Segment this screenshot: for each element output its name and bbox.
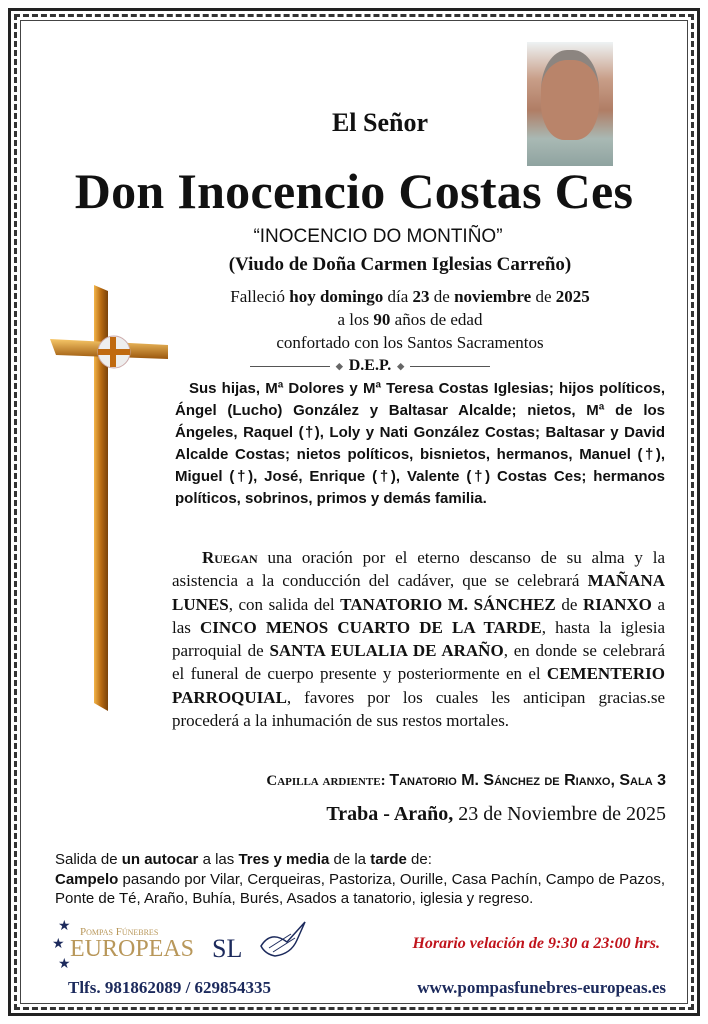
- star-icon: ★: [52, 937, 65, 952]
- divider-line: [410, 366, 490, 367]
- text-segment: , hasta la iglesia parroquial de: [172, 617, 665, 661]
- bold-text-segment: TANATORIO M. SÁNCHEZ: [340, 594, 556, 614]
- chapel-info: [150, 772, 666, 790]
- bold-text-segment: CINCO MENOS CUARTO DE LA TARDE: [200, 617, 542, 637]
- bold-text-segment: noviembre: [454, 287, 532, 306]
- text-segment: de:: [406, 851, 432, 868]
- text-segment: día: [383, 287, 413, 306]
- death-line-3: [150, 333, 670, 353]
- bold-text-segment: Ruegan: [202, 548, 258, 567]
- bold-text-segment: hoy domingo: [289, 287, 384, 306]
- title-prefix: El Señor: [331, 108, 429, 137]
- star-icon: ★: [58, 957, 71, 972]
- logo-top-text: Pompas Fúnebres: [80, 926, 159, 938]
- bold-text-segment: 23: [412, 287, 430, 306]
- text-segment: confortado con los Santos Sacramentos: [276, 333, 544, 352]
- diamond-icon: ◆: [397, 360, 405, 371]
- text-segment: de la: [329, 851, 371, 868]
- website-link[interactable]: www.pompasfunebres-europeas.es: [417, 978, 666, 997]
- widower-note: (Viudo de Doña Carmen Iglesias Carreño): [228, 254, 572, 275]
- funeral-home-logo: [52, 918, 312, 978]
- place-date: [150, 803, 666, 826]
- bold-text-segment: tarde: [370, 851, 407, 868]
- text-segment: a los: [337, 310, 374, 329]
- viewing-hours: Horario velación de 9:30 a 23:00 hrs.: [412, 935, 660, 952]
- death-line-1: [150, 287, 670, 307]
- bold-text-segment: Tres y media: [238, 851, 330, 868]
- diamond-icon: ◆: [335, 360, 343, 371]
- logo-sl-text: SL: [212, 934, 243, 963]
- bold-text-segment: SANTA EULALIA DE ARAÑO: [269, 641, 504, 661]
- text-segment: , con salida del: [228, 594, 341, 614]
- text-segment: Salida de: [55, 851, 122, 868]
- text-segment: de: [429, 287, 455, 306]
- chapel-label: Capilla ardiente:: [266, 773, 386, 789]
- star-icon: ★: [58, 919, 71, 934]
- deceased-photo: [527, 42, 613, 166]
- text-segment: a las: [198, 851, 239, 868]
- chapel-value: Tanatorio M. Sánchez de Rianxo, Sala 3: [389, 772, 666, 789]
- bold-text-segment: 90: [373, 310, 391, 329]
- divider-line: [250, 366, 330, 367]
- bold-text-segment: MAÑANA LUNES: [172, 571, 665, 614]
- text-segment: a las: [172, 594, 666, 637]
- phone-numbers: Tlfs. 981862089 / 629854335: [68, 978, 272, 997]
- nickname: “INOCENCIO DO MONTIÑO”: [253, 226, 503, 247]
- text-segment: una oración por el eterno descanso de su alma y la asistencia a la conducción del cadáver, que se celebrará: [172, 548, 665, 591]
- bold-text-segment: 2025: [555, 287, 590, 306]
- text-segment: de: [531, 287, 556, 306]
- ceremony-paragraph: [172, 546, 665, 732]
- text-segment: pasando por Vilar, Cerqueiras, Pastoriza, Ourille, Casa Pachín, Campo de Pazos, Ponte de Té, Araño, Buhía, Burés, Asados a tanatorio, iglesia y regreso.: [55, 870, 666, 907]
- bold-text-segment: Campelo: [55, 870, 119, 888]
- text-segment: , en donde se celebrará el funeral de cuerpo presente y posteriormente en el: [172, 641, 666, 684]
- logo-main-text: EUROPEAS: [70, 936, 195, 962]
- place: Traba - Araño,: [326, 803, 454, 825]
- bus-info: [55, 850, 685, 909]
- death-line-2: [150, 310, 670, 330]
- deceased-name: Don Inocencio Costas Ces: [74, 163, 634, 219]
- bold-text-segment: CEMENTERIO PARROQUIAL: [172, 664, 665, 707]
- date: 23 de Noviembre de 2025: [453, 803, 666, 825]
- dep-heading: [250, 357, 490, 375]
- text-segment: , favores por los cuales les anticipan gracias.se procederá a la inhumación de sus restos mortales.: [172, 687, 665, 731]
- text-segment: de: [555, 594, 583, 614]
- dep-text: D.E.P.: [348, 357, 392, 374]
- dove-icon: [257, 920, 309, 960]
- family-list: Sus hijas, Mª Dolores y Mª Teresa Costas Iglesias; hijos políticos, Ángel (Lucho) González y Baltasar Alcalde; nietos, Mª de los Ángeles, Raquel (†), Loly y Nati González Costas; Baltasar y David Alcalde Costas; nietos políticos, bisnietos, hermanos, Manuel (†), Miguel (†), José, Enrique (†), Valente (†) Costas Ces; hermanos políticos, sobrinos, primos y demás familia.: [175, 380, 665, 507]
- text-segment: Falleció: [230, 287, 290, 306]
- text-segment: años de edad: [390, 310, 483, 329]
- bold-text-segment: un autocar: [121, 851, 199, 868]
- bold-text-segment: RIANXO: [582, 594, 652, 614]
